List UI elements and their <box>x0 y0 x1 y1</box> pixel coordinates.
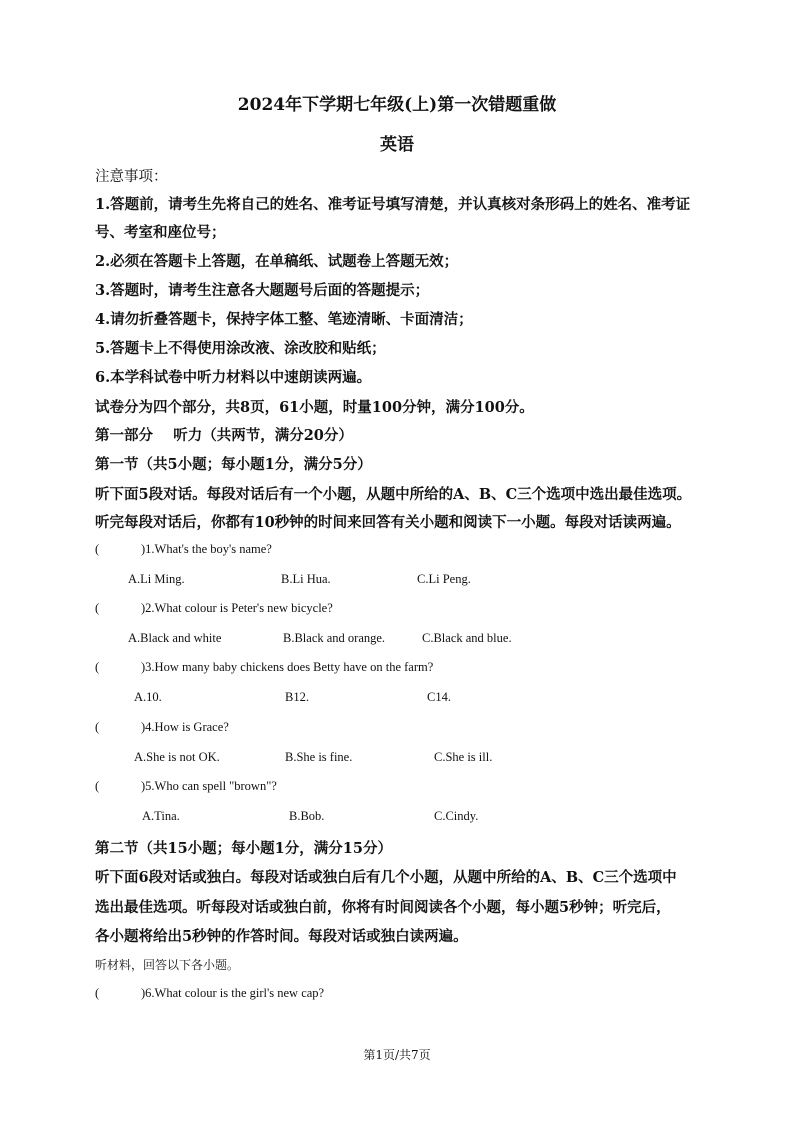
answer-bracket: ( <box>95 542 100 556</box>
question-text: )6.What colour is the girl's new cap? <box>141 986 325 1000</box>
option-c: C.Black and blue. <box>422 631 512 645</box>
exam-title: 2024年下学期七年级(上)第一次错题重做 <box>237 95 557 115</box>
answer-bracket: ( <box>95 779 100 793</box>
section2-heading: 第二节（共15小题；每小题1分，满分15分） <box>95 840 392 857</box>
question-3 <box>95 660 433 675</box>
option-c: C.Li Peng. <box>417 572 471 586</box>
subject-title: 英语 <box>380 135 414 155</box>
section2-instruction-line-1: 听下面6段对话或独白。每段对话或独白后有几个小题，从题中所给的A、B、C三个选项中 <box>95 869 677 886</box>
option-b: B.Li Hua. <box>281 572 331 586</box>
answer-bracket: ( <box>95 601 100 615</box>
notice-item-5: 5.答题卡上不得使用涂改液、涂改胶和贴纸； <box>95 340 386 357</box>
part1-heading: 第一部分 听力（共两节，满分20分） <box>95 427 353 444</box>
option-b: B.She is fine. <box>285 750 353 764</box>
notice-item-1-line-2: 号、考室和座位号； <box>95 224 226 241</box>
option-a: A.She is not OK. <box>134 750 220 764</box>
question-text: )2.What colour is Peter's new bicycle? <box>141 601 333 615</box>
notice-item-1-line-1: 1.答题前，请考生先将自己的姓名、准考证号填写清楚，并认真核对条形码上的姓名、准考证 <box>95 196 691 213</box>
answer-bracket: ( <box>95 986 100 1000</box>
page-footer: 第1页/共7页 <box>363 1048 431 1062</box>
option-a: A.10. <box>134 690 162 704</box>
option-b: B.Black and orange. <box>283 631 386 645</box>
question-4 <box>95 720 229 735</box>
question-text: )1.What's the boy's name? <box>141 542 272 556</box>
material-note: 听材料，回答以下各小题。 <box>95 958 240 972</box>
question-1 <box>95 542 272 557</box>
answer-bracket: ( <box>95 720 100 734</box>
question-6 <box>95 986 324 1001</box>
option-b: B.Bob. <box>289 809 325 823</box>
option-c: C14. <box>427 690 451 704</box>
question-text: )4.How is Grace? <box>141 720 229 734</box>
question-5 <box>95 779 277 794</box>
section2-instruction-line-3: 各小题将给出5秒钟的作答时间。每段对话或独白读两遍。 <box>95 928 468 945</box>
section1-instruction-line-1: 听下面5段对话。每段对话后有一个小题，从题中所给的A、B、C三个选项中选出最佳选项。 <box>95 486 692 503</box>
notice-item-4: 4.请勿折叠答题卡，保持字体工整、笔迹清晰、卡面清洁； <box>95 311 473 328</box>
answer-bracket: ( <box>95 660 100 674</box>
notice-item-6: 6.本学科试卷中听力材料以中速朗读两遍。 <box>95 369 372 386</box>
question-2 <box>95 601 333 616</box>
option-c: C.She is ill. <box>434 750 493 764</box>
section1-heading: 第一节（共5小题；每小题1分，满分5分） <box>95 456 372 473</box>
option-c: C.Cindy. <box>434 809 479 823</box>
option-a: A.Black and white <box>128 631 222 645</box>
option-b: B12. <box>285 690 309 704</box>
section1-instruction-line-2: 听完每段对话后，你都有10秒钟的时间来回答有关小题和阅读下一小题。每段对话读两遍。 <box>95 514 681 531</box>
section2-instruction-line-2: 选出最佳选项。听每段对话或独白前，你将有时间阅读各个小题，每小题5秒钟；听完后， <box>95 899 671 916</box>
notice-heading: 注意事项： <box>95 169 168 185</box>
option-a: A.Li Ming. <box>128 572 185 586</box>
notice-item-3: 3.答题时，请考生注意各大题题号后面的答题提示； <box>95 282 430 299</box>
question-text: )3.How many baby chickens does Betty have on the farm? <box>141 660 434 674</box>
exam-info: 试卷分为四个部分，共8页，61小题，时量100分钟，满分100分。 <box>95 399 534 416</box>
notice-item-2: 2.必须在答题卡上答题，在单稿纸、试题卷上答题无效； <box>95 253 459 270</box>
option-a: A.Tina. <box>142 809 180 823</box>
question-text: )5.Who can spell "brown"? <box>141 779 277 793</box>
